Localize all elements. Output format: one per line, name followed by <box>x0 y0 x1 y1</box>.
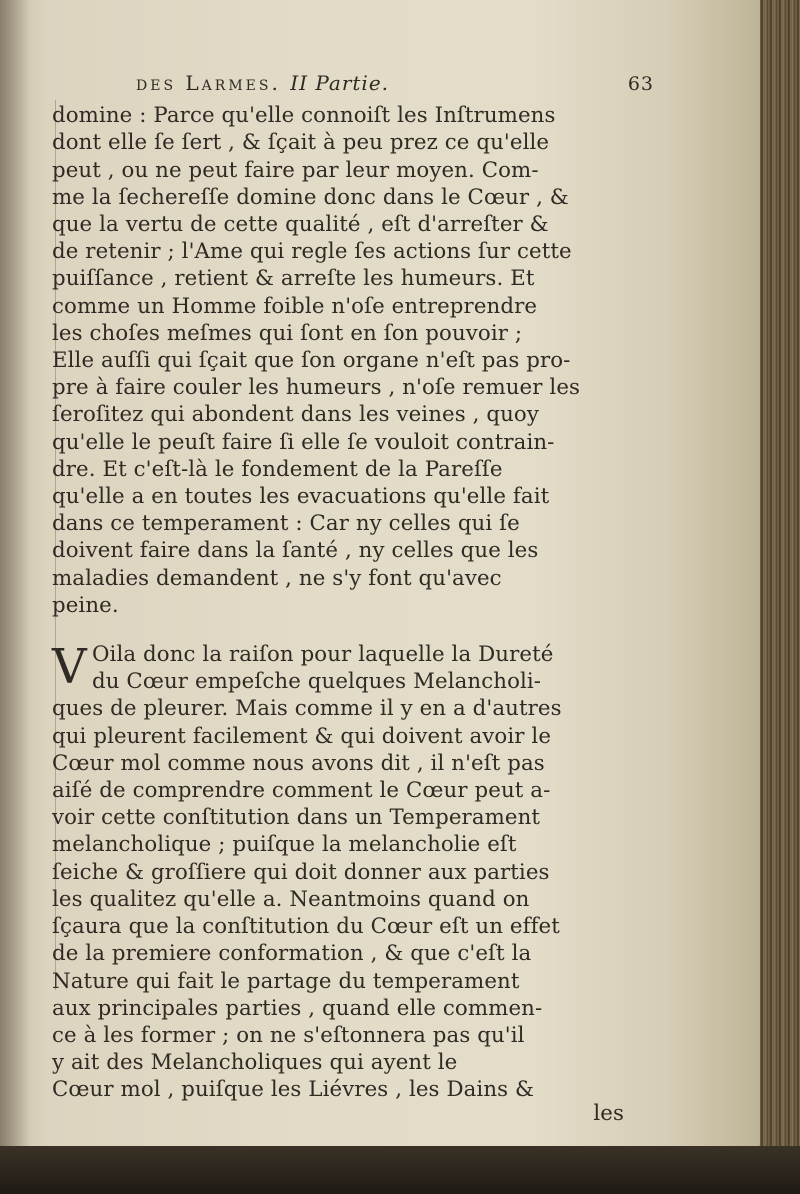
page-number: 63 <box>627 73 654 95</box>
text-line: Elle auſſi qui ſçait que ſon organe n'eſt pas pro- <box>52 348 571 374</box>
text-line: dont elle ſe ſert , & ſçait à peu prez ce qu'elle <box>52 130 550 156</box>
book-bottom-edge <box>0 1146 800 1194</box>
page-text <box>52 70 682 1127</box>
text-line: domine : Parce qu'elle connoiſt les Inſtrumens <box>52 103 556 129</box>
text-line: ce à les former ; on ne s'eſtonnera pas qu'il <box>52 1022 525 1048</box>
text-line: du Cœur empeſche quelques Melancholi- <box>92 669 542 695</box>
text-line: aux principales parties , quand elle commen- <box>52 995 543 1021</box>
text-line: comme un Homme foible n'oſe entreprendre <box>52 293 538 319</box>
text-line: que la vertu de cette qualité , eſt d'arreſter & <box>52 212 549 238</box>
text-line: puiſſance , retient & arreſte les humeurs. Et <box>52 266 535 292</box>
text-line: ſeroſitez qui abondent dans les veines , quoy <box>52 402 539 428</box>
text-line: y ait des Melancholiques qui ayent le <box>52 1050 458 1076</box>
paragraph-gap <box>52 619 682 641</box>
text-line: ques de pleurer. Mais comme il y en a d'autres <box>52 696 562 722</box>
text-line: dans ce temperament : Car ny celles qui ſe <box>52 511 520 537</box>
text-line: ſeiche & groſſiere qui doit donner aux parties <box>52 859 550 885</box>
text-line: Nature qui fait le partage du temperament <box>52 968 520 994</box>
text-line: les choſes meſmes qui ſont en ſon pouvoir ; <box>52 320 523 346</box>
text-line: Cœur mol , puiſque les Liévres , les Dains & <box>52 1077 535 1103</box>
text-line: de retenir ; l'Ame qui regle ſes actions ſur cette <box>52 239 572 265</box>
text-line: ſçaura que la conſtitution du Cœur eſt un effet <box>52 914 560 940</box>
text-line: peut , ou ne peut faire par leur moyen. Com- <box>52 157 539 183</box>
text-line: de la premiere conformation , & que c'eſt la <box>52 941 532 967</box>
text-line: peine. <box>52 592 119 618</box>
text-line: me la ſechereſſe domine donc dans le Cœur , & <box>52 184 569 210</box>
text-line: dre. Et c'eſt-là le fondement de la Pareſſe <box>52 456 503 482</box>
dropcap-lines <box>92 641 553 695</box>
text-line: pre à faire couler les humeurs , n'oſe remuer les <box>52 375 581 401</box>
text-line: aiſé de comprendre comment le Cœur peut a- <box>52 778 551 804</box>
gutter-shadow <box>0 0 30 1194</box>
paragraph-2 <box>52 641 682 1127</box>
text-line: melancholique ; puiſque la melancholie eſt <box>52 832 517 858</box>
text-line: maladies demandent , ne s'y font qu'avec <box>52 565 502 591</box>
text-line: qui pleurent facilement & qui doivent avoir le <box>52 723 552 749</box>
text-line: qu'elle a en toutes les evacuations qu'elle fait <box>52 484 550 510</box>
running-title: des Larmes. <box>136 71 281 95</box>
catchword: les <box>593 1100 624 1126</box>
text-line: les qualitez qu'elle a. Neantmoins quand on <box>52 886 530 912</box>
running-title-group <box>136 70 389 97</box>
text-line: doivent faire dans la ſanté , ny celles que les <box>52 538 539 564</box>
text-line: qu'elle le peuſt faire ſi elle ſe vouloit contrain- <box>52 429 555 455</box>
text-line: voir cette conſtitution dans un Temperament <box>52 805 541 831</box>
dropcap-block <box>52 641 682 695</box>
text-line: Oila donc la raiſon pour laquelle la Dureté <box>92 642 554 668</box>
running-head <box>52 70 682 98</box>
paragraph-1 <box>52 102 682 619</box>
running-part: II Partie. <box>290 71 390 95</box>
text-line: Cœur mol comme nous avons dit , il n'eſt pas <box>52 750 545 776</box>
dropcap-letter: V <box>52 639 87 696</box>
